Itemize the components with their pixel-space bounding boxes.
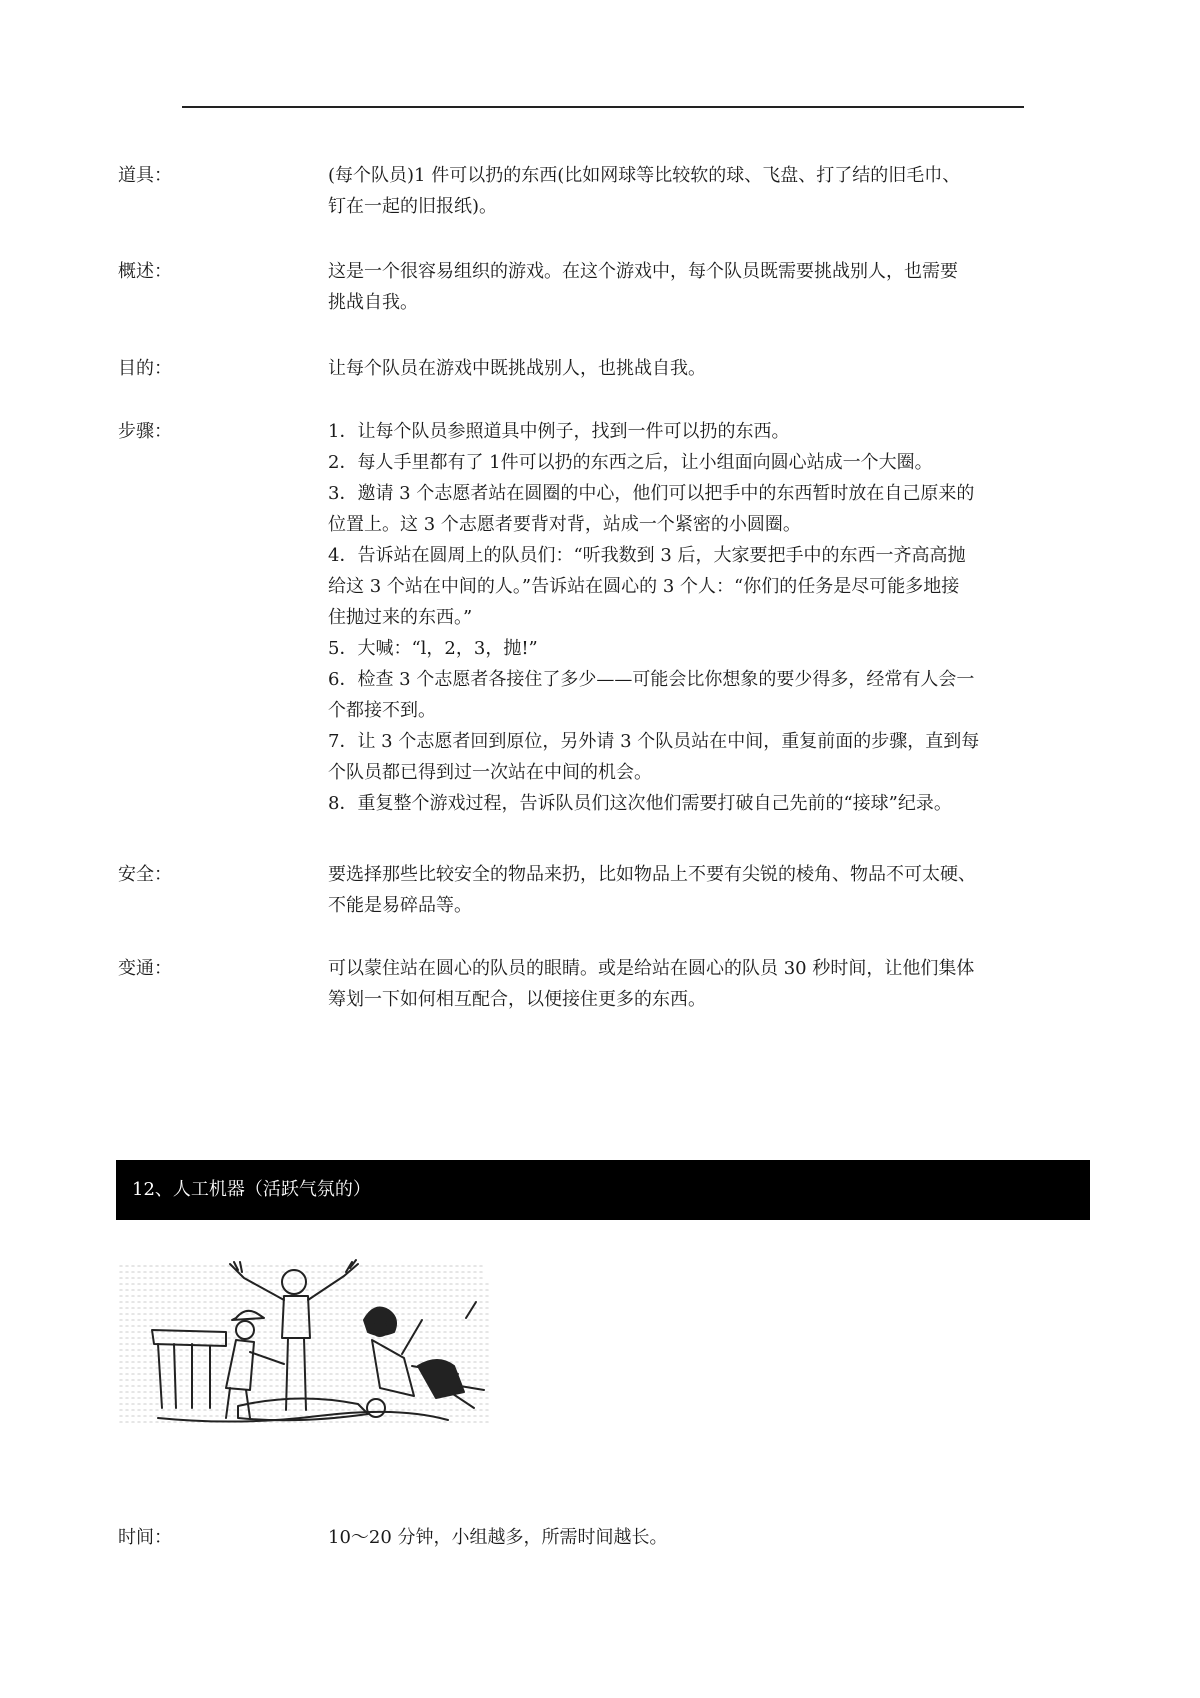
step-line: 5．大喊：“l，2，3，抛!” — [328, 638, 538, 659]
content-line: 这是一个很容易组织的游戏。在这个游戏中，每个队员既需要挑战别人，也需要 — [328, 261, 958, 282]
section-label: 安全： — [118, 864, 172, 885]
section-content — [328, 859, 1088, 921]
section-label: 变通： — [118, 958, 172, 979]
section-content — [328, 953, 1088, 1015]
content-line: 10～20 分钟，小组越多，所需时间越长。 — [328, 1527, 668, 1548]
step-line: 6．检查 3 个志愿者各接住了多少——可能会比你想象的要少得多，经常有人会一 — [328, 669, 975, 690]
content-line: 可以蒙住站在圆心的队员的眼睛。或是给站在圆心的队员 30 秒时间，让他们集体 — [328, 958, 975, 979]
section-content — [328, 160, 1088, 222]
step-line: 8．重复整个游戏过程，告诉队员们这次他们需要打破自己先前的“接球”纪录。 — [328, 793, 952, 814]
game-title-banner — [116, 1160, 1090, 1220]
header-rule — [182, 106, 1024, 108]
step-line: 7．让 3 个志愿者回到原位，另外请 3 个队员站在中间，重复前面的步骤，直到每 — [328, 731, 980, 752]
content-line: (每个队员)1 件可以扔的东西(比如网球等比较软的球、飞盘、打了结的旧毛巾、 — [328, 165, 961, 186]
content-line: 不能是易碎品等。 — [328, 895, 472, 916]
game-title: 12、人工机器（活跃气氛的） — [132, 1179, 371, 1200]
section-content — [328, 416, 1088, 819]
step-line: 位置上。这 3 个志愿者要背对背，站成一个紧密的小圆圈。 — [328, 514, 801, 535]
step-line: 个队员都已得到过一次站在中间的机会。 — [328, 762, 652, 783]
content-line: 让每个队员在游戏中既挑战别人，也挑战自我。 — [328, 358, 706, 379]
content-line: 要选择那些比较安全的物品来扔，比如物品上不要有尖锐的棱角、物品不可太硬、 — [328, 864, 976, 885]
step-line: 2．每人手里都有了 1件可以扔的东西之后，让小组面向圆心站成一个大圈。 — [328, 452, 933, 473]
section-label: 时间： — [118, 1527, 172, 1548]
section-content — [328, 353, 1088, 384]
step-line: 3．邀请 3 个志愿者站在圆圈的中心，他们可以把手中的东西暂时放在自己原来的 — [328, 483, 975, 504]
step-line: 1．让每个队员参照道具中例子，找到一件可以扔的东西。 — [328, 421, 790, 442]
step-line: 给这 3 个站在中间的人。”告诉站在圆心的 3 个人：“你们的任务是尽可能多地接 — [328, 576, 960, 597]
section-content — [328, 1522, 1088, 1553]
section-content — [328, 256, 1088, 318]
section-label: 道具： — [118, 165, 172, 186]
section-label: 步骤： — [118, 421, 172, 442]
people-game-sketch-icon — [118, 1258, 490, 1441]
content-line: 挑战自我。 — [328, 292, 418, 313]
content-line: 钉在一起的旧报纸)。 — [328, 196, 498, 217]
step-line: 个都接不到。 — [328, 700, 436, 721]
step-line: 住抛过来的东西。” — [328, 607, 473, 628]
content-line: 筹划一下如何相互配合，以便接住更多的东西。 — [328, 989, 706, 1010]
step-line: 4．告诉站在圆周上的队员们：“听我数到 3 后，大家要把手中的东西一齐高高抛 — [328, 545, 966, 566]
section-label: 概述： — [118, 261, 172, 282]
section-label: 目的： — [118, 358, 172, 379]
